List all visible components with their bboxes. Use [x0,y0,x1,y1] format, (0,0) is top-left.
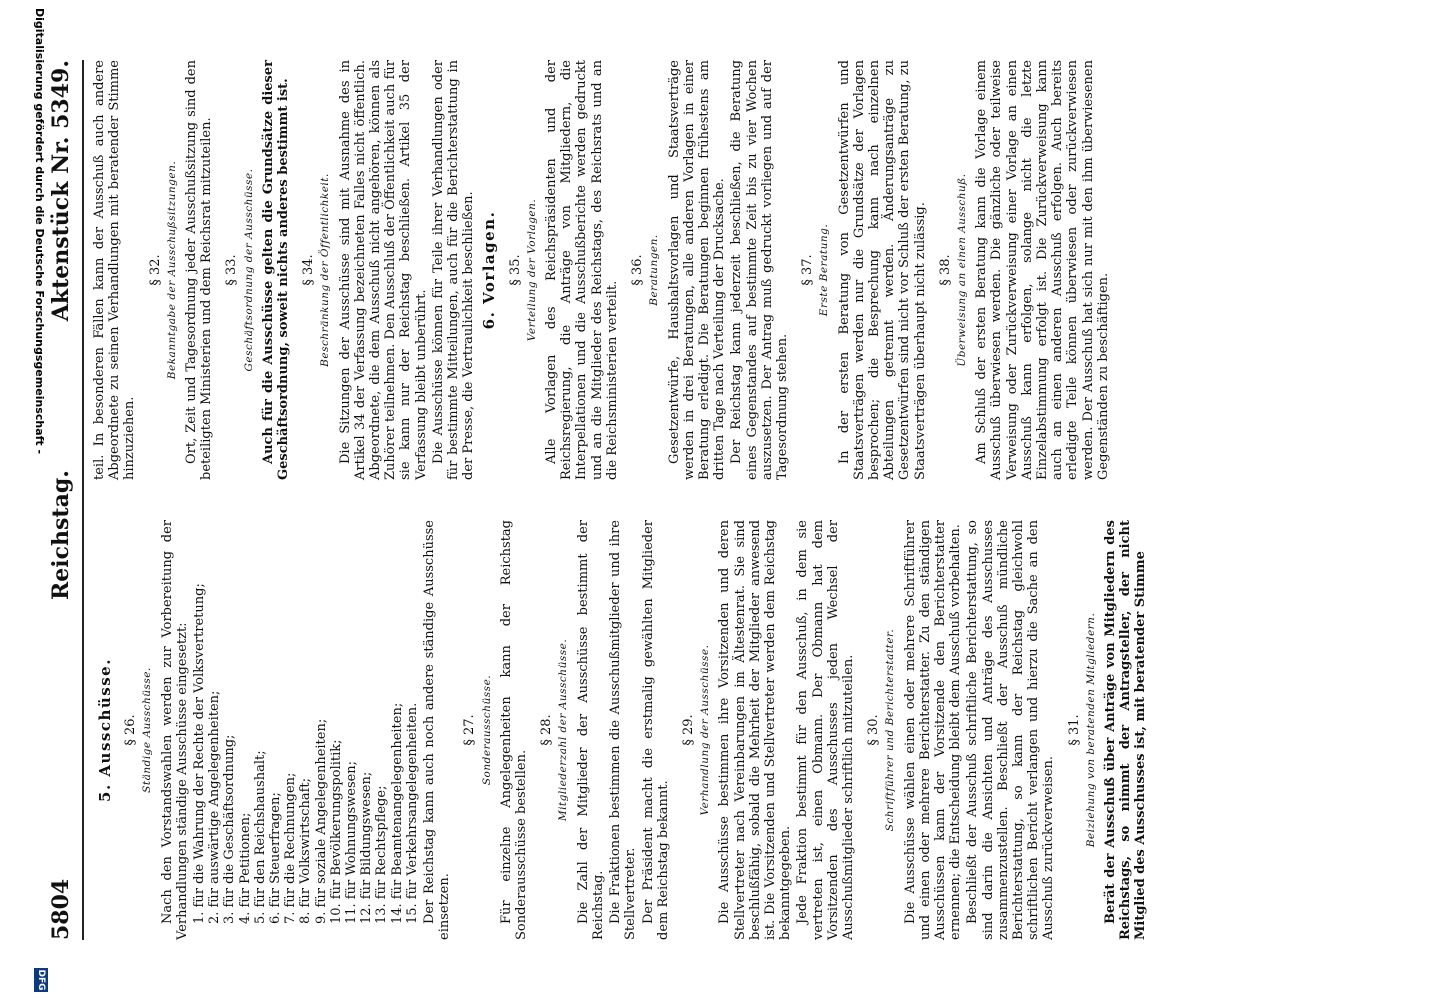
paragraph-33-number: § 33. [224,254,240,286]
paragraph-35-heading: Verteilung der Vorlagen. [525,198,538,342]
list-item: 10. für Bevölkerungspolitik; [328,739,344,924]
header-title: Reichstag. [48,470,74,600]
document-number: Aktenstück Nr. 5349. [48,60,74,322]
list-item: 9. für soziale Angelegenheiten; [313,718,329,924]
paragraph-33-text: Auch für die Ausschüsse gelten die Grundsätze dieser Geschäftsordnung, soweit nichts anderes bestimmt ist. [260,60,292,480]
paragraph-37-heading: Erste Beratung. [818,223,831,317]
paragraph-27-text: Für einzelne Angelegenheiten kann der Reichstag Sonderausschüsse bestellen. [498,520,530,940]
paragraph-34-heading: Beschränkung der Öffentlichkeit. [319,173,332,367]
paragraph-30-text-1: Die Ausschüsse wählen einen oder mehrere Schriftführer und einen oder mehrere Berichterstatter. Zu den ständigen Ausschüssen kann der Vorsitzende den Berichterstatter ernennen; die Entscheidung bleibt dem Ausschuß vorbehalten. [902,520,964,940]
paragraph-34-text-2: Die Ausschüsse können für Teile ihrer Verhandlungen oder für bestimmte Mitteilungen, auch für die Berichterstattung in der Presse, die Vertraulichkeit beschließen. [430,60,477,480]
paragraph-34-text-1: Die Sitzungen der Ausschüsse sind mit Ausnahme des in Artikel 34 der Verfassung bezeichneten Falles nicht öffentlich. Abgeordnete, die dem Ausschuß nicht angehören, können als Zuhörer teilnehmen. Den Ausschluß der Öffentlichkeit auch für sie kann nur der Reichstag beschließen. Artikel 35 der Verfassung bleibt unberührt. [337,60,429,480]
paragraph-36-text-1: Gesetzentwürfe, Haushaltsvorlagen und Staatsverträge werden in drei Beratungen, alle anderen Vorlagen in einer Beratung erledigt. Die Beratungen beginnen frühestens am dritten Tage nach Verteilung der Drucksache. [666,60,728,480]
list-item: 1. für die Wahrung der Rechte der Volksvertretung; [192,583,208,924]
section-title-vorlagen: 6. Vorlagen. [480,210,499,330]
right-column [92,60,1113,480]
list-item: 7. für die Rechnungen; [283,772,299,924]
paragraph-28-text-2: Die Fraktionen bestimmen die Ausschußmitglieder und ihre Stellvertreter. [608,520,639,940]
paragraph-26-outro: Der Reichstag kann auch noch andere ständige Ausschüsse einsetzen. [422,520,453,940]
paragraph-29-text-1: Die Ausschüsse bestimmen ihre Vorsitzenden und deren Stellvertreter nach Vereinbarungen im Ältestenrat. Sie sind beschlußfähig, sobald die Mehrheit der Mitglieder anwesend ist. Die Vorsitzenden und Stellvertreter werden dem Reichstag bekanntgegeben. [717,520,794,940]
paragraph-31-heading: Beiziehung von beratenden Mitgliedern. [1084,612,1097,848]
header-rule [82,60,84,940]
paragraph-37-text: In der ersten Beratung von Gesetzentwürfen und Staatsverträgen werden nur die Grundsätze der Vorlagen besprochen; die Besprechung kann nach einzelnen Abteilungen getrennt werden. Änderungsanträge zu Gesetzentwürfen sind nicht vor Schluß der ersten Beratung, zu Staatsverträgen überhaupt nicht zulässig. [836,60,928,480]
paragraph-31-number: § 31. [1066,714,1082,746]
list-item: 13. für Rechtspflege; [374,785,390,924]
digitization-footer [30,0,48,1000]
footer-credit: Digitalisierung gefördert durch die Deutsche Forschungsgemeinschaft - [33,8,46,455]
list-item: 3. für die Geschäftsordnung; [222,734,238,924]
paragraph-28-text-3: Der Präsident macht die erstmalig gewählten Mitglieder dem Reichstag bekannt. [640,520,671,940]
paragraph-28-text-1: Die Zahl der Mitglieder der Ausschüsse bestimmt der Reichstag. [575,520,606,940]
list-item: 8. für Volkswirtschaft; [298,777,314,924]
dfg-logo: DFG [36,969,46,991]
paragraph-26-intro: Nach den Vorstandswahlen werden zur Vorbereitung der Verhandlungen ständige Ausschüsse eingesetzt: [159,520,190,940]
paragraph-34-number: § 34. [301,254,317,286]
paragraph-35-text: Alle Vorlagen des Reichspräsidenten und der Reichsregierung, die Anträge von Mitgliedern, die Interpellationen und die Ausschußberichte werden gedruckt und an die Mitglieder des Reichstags, des Reichsrats und an die Reichsministerien verteilt. [544,60,620,480]
paragraph-27-heading: Sonderausschüsse. [480,674,493,786]
paragraph-26-heading: Ständige Ausschüsse. [141,667,154,793]
paragraph-30-text-2: Beschließt der Ausschuß schriftliche Berichterstattung, so sind darin die Ansichten und Anträge des Ausschusses zusammenzustellen. Beschließt der Ausschuß mündliche Berichterstattung, so kann der Reichstag gleichwohl schriftlichen Bericht verlangen und hierzu die Sache an den Ausschuß zurückverweisen. [965,520,1057,940]
paragraph-26-number: § 26. [123,714,139,746]
list-item: 11. für Wohnungswesen; [344,760,360,924]
list-item: 14. für Beamtenangelegenheiten; [389,702,405,924]
paragraph-36-number: § 36. [630,254,646,286]
paragraph-37-number: § 37. [800,254,816,286]
list-item: 5. für den Reichshaushalt; [252,750,268,924]
paragraph-38-number: § 38. [937,254,953,286]
page-header [48,60,76,940]
paragraph-32-text: Ort, Zeit und Tagesordnung jeder Ausschußsitzung sind den beteiligten Ministerien und dem Reichsrat mitzuteilen. [184,60,215,480]
paragraph-31-continuation: teil. In besonderen Fällen kann der Ausschuß auch andere Abgeordnete zu seinen Verhandlungen mit beratender Stimme hinzuziehen. [92,60,138,480]
list-item: 15. für Verkehrsangelegenheiten. [404,702,420,924]
paragraph-32-heading: Bekanntgabe der Ausschußsitzungen. [165,160,178,380]
page-number: 5804 [48,878,74,940]
paragraph-27-number: § 27. [462,714,478,746]
list-item: 12. für Bildungswesen; [359,771,375,924]
paragraph-28-heading: Mitgliederzahl der Ausschüsse. [557,638,570,822]
committee-list [192,520,420,924]
left-column [92,520,1151,940]
paragraph-30-heading: Schriftführer und Berichterstatter. [884,628,897,832]
paragraph-30-number: § 30. [866,714,882,746]
paragraph-28-number: § 28. [539,714,555,746]
list-item: 4. für Petitionen; [237,812,253,924]
paragraph-29-heading: Verhandlung der Ausschüsse. [699,644,712,816]
list-item: 2. für auswärtige Angelegenheiten; [207,690,223,924]
paragraph-32-number: § 32. [147,254,163,286]
paragraph-33-heading: Geschäftsordnung der Ausschüsse. [242,168,255,372]
list-item: 6. für Steuerfragen; [268,792,284,924]
paragraph-31-text: Berät der Ausschuß über Anträge von Mitgliedern des Reichstags, so nimmt der Antragsteller, der nicht Mitglied des Ausschusses ist, mit beratender Stimme [1102,520,1149,940]
paragraph-36-text-2: Der Reichstag kann jederzeit beschließen, die Beratung eines Gegenstandes auf bestimmte Zeit bis zu vier Wochen auszusetzen. Der Antrag muß gedruckt vorliegen und auf der Tagesordnung stehen. [729,60,790,480]
paragraph-36-heading: Beratungen. [648,234,661,306]
paragraph-38-text: Am Schluß der ersten Beratung kann die Vorlage einem Ausschuß überwiesen werden. Die gänzliche oder teilweise Verweisung oder Zurückverweisung einer Vorlage an einen Ausschuß kann erfolgen, solange nicht die letzte Einzelabstimmung erfolgt ist. Die Zurückverweisung kann auch an einen anderen Ausschuß erfolgen. Auch bereits erledigte Teile können überwiesen oder zurückverwiesen werden. Der Ausschuß hat sich nur mit den ihm überwiesenen Gegenständen zu beschäftigen. [974,60,1111,480]
paragraph-35-number: § 35. [507,254,523,286]
paragraph-29-text-2: Jede Fraktion bestimmt für den Ausschuß, in dem sie vertreten ist, einen Obmann. Der Obmann hat dem Vorsitzenden des Ausschusses jeden Wechsel der Ausschußmitglieder schriftlich mitzuteilen. [795,520,856,940]
section-title-ausschuesse: 5. Ausschüsse. [96,658,114,802]
paragraph-29-number: § 29. [680,714,696,746]
paragraph-38-heading: Überweisung an einen Ausschuß. [955,173,968,367]
